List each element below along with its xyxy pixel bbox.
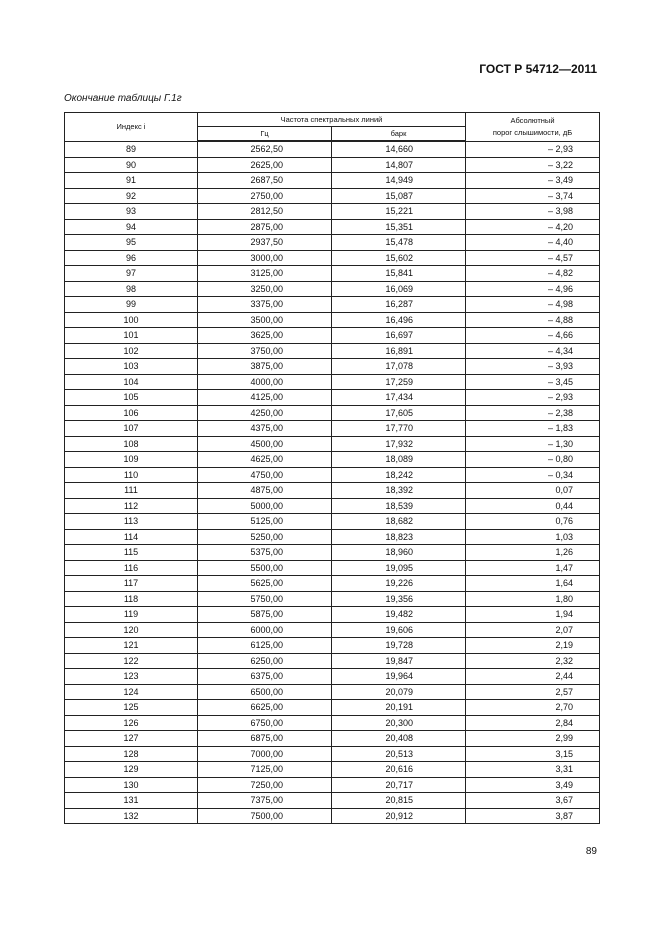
cell-threshold-db: – 4,66 — [466, 328, 600, 344]
cell-frequency-hz: 6000,00 — [198, 622, 332, 638]
cell-index: 119 — [65, 607, 198, 623]
cell-index: 121 — [65, 638, 198, 654]
cell-frequency-bark: 18,682 — [332, 514, 466, 530]
cell-index: 120 — [65, 622, 198, 638]
cell-threshold-db: 1,03 — [466, 529, 600, 545]
cell-threshold-db: 2,57 — [466, 684, 600, 700]
cell-index: 98 — [65, 281, 198, 297]
cell-frequency-bark: 18,242 — [332, 467, 466, 483]
table-row — [65, 436, 600, 452]
cell-index: 116 — [65, 560, 198, 576]
cell-threshold-db: 3,87 — [466, 808, 600, 824]
cell-frequency-bark: 20,300 — [332, 715, 466, 731]
cell-index: 109 — [65, 452, 198, 468]
cell-index: 103 — [65, 359, 198, 375]
cell-index: 118 — [65, 591, 198, 607]
cell-threshold-db: 3,49 — [466, 777, 600, 793]
table-row — [65, 173, 600, 189]
table-row — [65, 777, 600, 793]
cell-index: 96 — [65, 250, 198, 266]
table-row — [65, 808, 600, 824]
cell-threshold-db: 1,80 — [466, 591, 600, 607]
cell-index: 92 — [65, 188, 198, 204]
cell-frequency-bark: 17,078 — [332, 359, 466, 375]
cell-threshold-db: – 2,93 — [466, 390, 600, 406]
cell-frequency-bark: 18,960 — [332, 545, 466, 561]
cell-frequency-bark: 19,847 — [332, 653, 466, 669]
cell-frequency-hz: 7000,00 — [198, 746, 332, 762]
cell-threshold-db: – 4,40 — [466, 235, 600, 251]
header-hz: Гц — [198, 127, 332, 142]
cell-frequency-hz: 7125,00 — [198, 762, 332, 778]
table-row — [65, 607, 600, 623]
cell-frequency-bark: 17,259 — [332, 374, 466, 390]
table-row — [65, 421, 600, 437]
cell-threshold-db: 2,99 — [466, 731, 600, 747]
cell-index: 131 — [65, 793, 198, 809]
cell-frequency-bark: 14,660 — [332, 141, 466, 157]
table-row — [65, 374, 600, 390]
table-row — [65, 328, 600, 344]
table-row — [65, 281, 600, 297]
cell-frequency-bark: 20,717 — [332, 777, 466, 793]
cell-index: 115 — [65, 545, 198, 561]
cell-frequency-bark: 16,069 — [332, 281, 466, 297]
table-row — [65, 731, 600, 747]
cell-threshold-db: 3,67 — [466, 793, 600, 809]
table-row — [65, 452, 600, 468]
cell-threshold-db: – 1,30 — [466, 436, 600, 452]
table-row — [65, 250, 600, 266]
cell-threshold-db: – 3,93 — [466, 359, 600, 375]
table-row — [65, 560, 600, 576]
cell-frequency-bark: 16,697 — [332, 328, 466, 344]
cell-threshold-db: – 4,96 — [466, 281, 600, 297]
cell-frequency-hz: 5375,00 — [198, 545, 332, 561]
cell-frequency-bark: 19,095 — [332, 560, 466, 576]
table-row — [65, 141, 600, 157]
cell-frequency-bark: 15,478 — [332, 235, 466, 251]
cell-index: 129 — [65, 762, 198, 778]
cell-frequency-hz: 5625,00 — [198, 576, 332, 592]
cell-index: 111 — [65, 483, 198, 499]
table-row — [65, 514, 600, 530]
cell-frequency-bark: 16,287 — [332, 297, 466, 313]
cell-frequency-hz: 7375,00 — [198, 793, 332, 809]
data-table — [64, 112, 600, 824]
cell-frequency-hz: 4750,00 — [198, 467, 332, 483]
cell-frequency-hz: 3375,00 — [198, 297, 332, 313]
cell-frequency-bark: 18,539 — [332, 498, 466, 514]
table-row — [65, 638, 600, 654]
table-row — [65, 467, 600, 483]
cell-index: 117 — [65, 576, 198, 592]
cell-index: 114 — [65, 529, 198, 545]
cell-frequency-bark: 15,221 — [332, 204, 466, 220]
table-row — [65, 529, 600, 545]
cell-frequency-hz: 6750,00 — [198, 715, 332, 731]
cell-threshold-db: – 4,34 — [466, 343, 600, 359]
cell-index: 130 — [65, 777, 198, 793]
table-row — [65, 266, 600, 282]
cell-frequency-hz: 6375,00 — [198, 669, 332, 685]
cell-index: 123 — [65, 669, 198, 685]
table-header — [65, 113, 600, 142]
cell-frequency-bark: 14,949 — [332, 173, 466, 189]
header-threshold-line1: Абсолютный — [510, 115, 555, 125]
cell-index: 132 — [65, 808, 198, 824]
cell-threshold-db: 0,44 — [466, 498, 600, 514]
header-threshold-line2: порог слышимости, дБ — [492, 127, 573, 137]
cell-frequency-bark: 19,728 — [332, 638, 466, 654]
cell-index: 101 — [65, 328, 198, 344]
cell-threshold-db: 1,94 — [466, 607, 600, 623]
cell-frequency-hz: 4625,00 — [198, 452, 332, 468]
cell-frequency-bark: 16,891 — [332, 343, 466, 359]
table-row — [65, 405, 600, 421]
cell-index: 105 — [65, 390, 198, 406]
cell-frequency-hz: 5875,00 — [198, 607, 332, 623]
cell-threshold-db: – 1,83 — [466, 421, 600, 437]
table-row — [65, 653, 600, 669]
cell-index: 94 — [65, 219, 198, 235]
table-body — [65, 141, 600, 824]
table-row — [65, 746, 600, 762]
cell-index: 122 — [65, 653, 198, 669]
cell-frequency-bark: 17,932 — [332, 436, 466, 452]
cell-threshold-db: – 3,22 — [466, 157, 600, 173]
cell-frequency-hz: 5250,00 — [198, 529, 332, 545]
cell-frequency-bark: 18,089 — [332, 452, 466, 468]
table-row — [65, 793, 600, 809]
cell-threshold-db: 1,26 — [466, 545, 600, 561]
table-row — [65, 700, 600, 716]
cell-threshold-db: – 4,57 — [466, 250, 600, 266]
cell-index: 100 — [65, 312, 198, 328]
cell-index: 90 — [65, 157, 198, 173]
cell-frequency-hz: 6625,00 — [198, 700, 332, 716]
cell-frequency-hz: 5500,00 — [198, 560, 332, 576]
cell-frequency-hz: 2625,00 — [198, 157, 332, 173]
cell-frequency-hz: 7250,00 — [198, 777, 332, 793]
cell-frequency-bark: 17,605 — [332, 405, 466, 421]
cell-frequency-bark: 15,602 — [332, 250, 466, 266]
cell-threshold-db: – 4,82 — [466, 266, 600, 282]
cell-threshold-db: 0,76 — [466, 514, 600, 530]
cell-threshold-db: – 3,49 — [466, 173, 600, 189]
cell-threshold-db: – 0,34 — [466, 467, 600, 483]
cell-frequency-bark: 18,392 — [332, 483, 466, 499]
cell-frequency-bark: 20,815 — [332, 793, 466, 809]
cell-frequency-bark: 19,226 — [332, 576, 466, 592]
cell-index: 108 — [65, 436, 198, 452]
cell-threshold-db: 2,19 — [466, 638, 600, 654]
cell-frequency-hz: 2812,50 — [198, 204, 332, 220]
cell-frequency-hz: 6250,00 — [198, 653, 332, 669]
cell-frequency-hz: 4500,00 — [198, 436, 332, 452]
table-row — [65, 545, 600, 561]
cell-frequency-hz: 2937,50 — [198, 235, 332, 251]
cell-frequency-hz: 4125,00 — [198, 390, 332, 406]
cell-threshold-db: 2,70 — [466, 700, 600, 716]
cell-threshold-db: 2,84 — [466, 715, 600, 731]
cell-frequency-bark: 20,912 — [332, 808, 466, 824]
cell-threshold-db: – 2,38 — [466, 405, 600, 421]
cell-threshold-db: – 3,74 — [466, 188, 600, 204]
cell-frequency-hz: 3875,00 — [198, 359, 332, 375]
cell-index: 127 — [65, 731, 198, 747]
cell-threshold-db: 3,31 — [466, 762, 600, 778]
cell-index: 125 — [65, 700, 198, 716]
cell-frequency-bark: 14,807 — [332, 157, 466, 173]
cell-frequency-bark: 15,351 — [332, 219, 466, 235]
table-row — [65, 684, 600, 700]
header-threshold — [466, 113, 600, 142]
cell-index: 89 — [65, 141, 198, 157]
cell-threshold-db: – 4,98 — [466, 297, 600, 313]
cell-frequency-hz: 6875,00 — [198, 731, 332, 747]
table-row — [65, 235, 600, 251]
header-index: Индекс i — [65, 113, 198, 142]
table-row — [65, 576, 600, 592]
table-row — [65, 297, 600, 313]
cell-threshold-db: 0,07 — [466, 483, 600, 499]
cell-frequency-hz: 2562,50 — [198, 141, 332, 157]
cell-index: 91 — [65, 173, 198, 189]
cell-frequency-bark: 20,408 — [332, 731, 466, 747]
cell-threshold-db: 2,32 — [466, 653, 600, 669]
cell-frequency-bark: 20,616 — [332, 762, 466, 778]
table-row — [65, 483, 600, 499]
cell-frequency-bark: 18,823 — [332, 529, 466, 545]
cell-frequency-hz: 3250,00 — [198, 281, 332, 297]
table-row — [65, 591, 600, 607]
cell-frequency-hz: 3625,00 — [198, 328, 332, 344]
cell-threshold-db: 3,15 — [466, 746, 600, 762]
cell-threshold-db: – 4,20 — [466, 219, 600, 235]
cell-threshold-db: – 4,88 — [466, 312, 600, 328]
table-row — [65, 157, 600, 173]
cell-index: 102 — [65, 343, 198, 359]
header-frequency-group: Частота спектральных линий — [198, 113, 466, 127]
cell-threshold-db: 2,07 — [466, 622, 600, 638]
table-row — [65, 343, 600, 359]
cell-frequency-hz: 4000,00 — [198, 374, 332, 390]
cell-frequency-bark: 19,482 — [332, 607, 466, 623]
table-row — [65, 762, 600, 778]
cell-frequency-bark: 15,087 — [332, 188, 466, 204]
cell-threshold-db: – 0,80 — [466, 452, 600, 468]
cell-frequency-bark: 20,513 — [332, 746, 466, 762]
cell-frequency-hz: 5125,00 — [198, 514, 332, 530]
cell-frequency-bark: 17,770 — [332, 421, 466, 437]
cell-frequency-hz: 3750,00 — [198, 343, 332, 359]
cell-frequency-hz: 4375,00 — [198, 421, 332, 437]
table-row — [65, 715, 600, 731]
cell-frequency-hz: 3000,00 — [198, 250, 332, 266]
table-row — [65, 498, 600, 514]
cell-threshold-db: 2,44 — [466, 669, 600, 685]
cell-frequency-hz: 2875,00 — [198, 219, 332, 235]
cell-frequency-bark: 17,434 — [332, 390, 466, 406]
cell-index: 124 — [65, 684, 198, 700]
cell-index: 106 — [65, 405, 198, 421]
table-row — [65, 390, 600, 406]
cell-frequency-bark: 19,606 — [332, 622, 466, 638]
cell-index: 99 — [65, 297, 198, 313]
cell-index: 126 — [65, 715, 198, 731]
cell-frequency-hz: 2750,00 — [198, 188, 332, 204]
cell-frequency-hz: 6125,00 — [198, 638, 332, 654]
cell-index: 112 — [65, 498, 198, 514]
cell-frequency-hz: 5000,00 — [198, 498, 332, 514]
cell-threshold-db: – 3,45 — [466, 374, 600, 390]
cell-frequency-hz: 3125,00 — [198, 266, 332, 282]
cell-index: 97 — [65, 266, 198, 282]
cell-frequency-bark: 16,496 — [332, 312, 466, 328]
table-row — [65, 622, 600, 638]
cell-frequency-bark: 19,964 — [332, 669, 466, 685]
table-row — [65, 188, 600, 204]
header-bark: барк — [332, 127, 466, 142]
cell-frequency-bark: 19,356 — [332, 591, 466, 607]
document-standard-number: ГОСТ Р 54712—2011 — [479, 62, 597, 76]
cell-frequency-bark: 20,191 — [332, 700, 466, 716]
cell-index: 107 — [65, 421, 198, 437]
cell-frequency-hz: 7500,00 — [198, 808, 332, 824]
cell-frequency-hz: 4875,00 — [198, 483, 332, 499]
cell-threshold-db: 1,64 — [466, 576, 600, 592]
cell-index: 95 — [65, 235, 198, 251]
table-row — [65, 359, 600, 375]
table-caption: Окончание таблицы Г.1г — [64, 93, 182, 104]
cell-index: 113 — [65, 514, 198, 530]
table-row — [65, 669, 600, 685]
cell-frequency-hz: 5750,00 — [198, 591, 332, 607]
cell-index: 110 — [65, 467, 198, 483]
cell-threshold-db: – 2,93 — [466, 141, 600, 157]
table-row — [65, 204, 600, 220]
cell-frequency-bark: 20,079 — [332, 684, 466, 700]
cell-index: 104 — [65, 374, 198, 390]
cell-threshold-db: – 3,98 — [466, 204, 600, 220]
table-row — [65, 312, 600, 328]
cell-threshold-db: 1,47 — [466, 560, 600, 576]
cell-frequency-hz: 6500,00 — [198, 684, 332, 700]
cell-frequency-bark: 15,841 — [332, 266, 466, 282]
cell-frequency-hz: 2687,50 — [198, 173, 332, 189]
cell-frequency-hz: 4250,00 — [198, 405, 332, 421]
cell-index: 93 — [65, 204, 198, 220]
cell-index: 128 — [65, 746, 198, 762]
table-row — [65, 219, 600, 235]
cell-frequency-hz: 3500,00 — [198, 312, 332, 328]
page-number: 89 — [585, 846, 597, 857]
